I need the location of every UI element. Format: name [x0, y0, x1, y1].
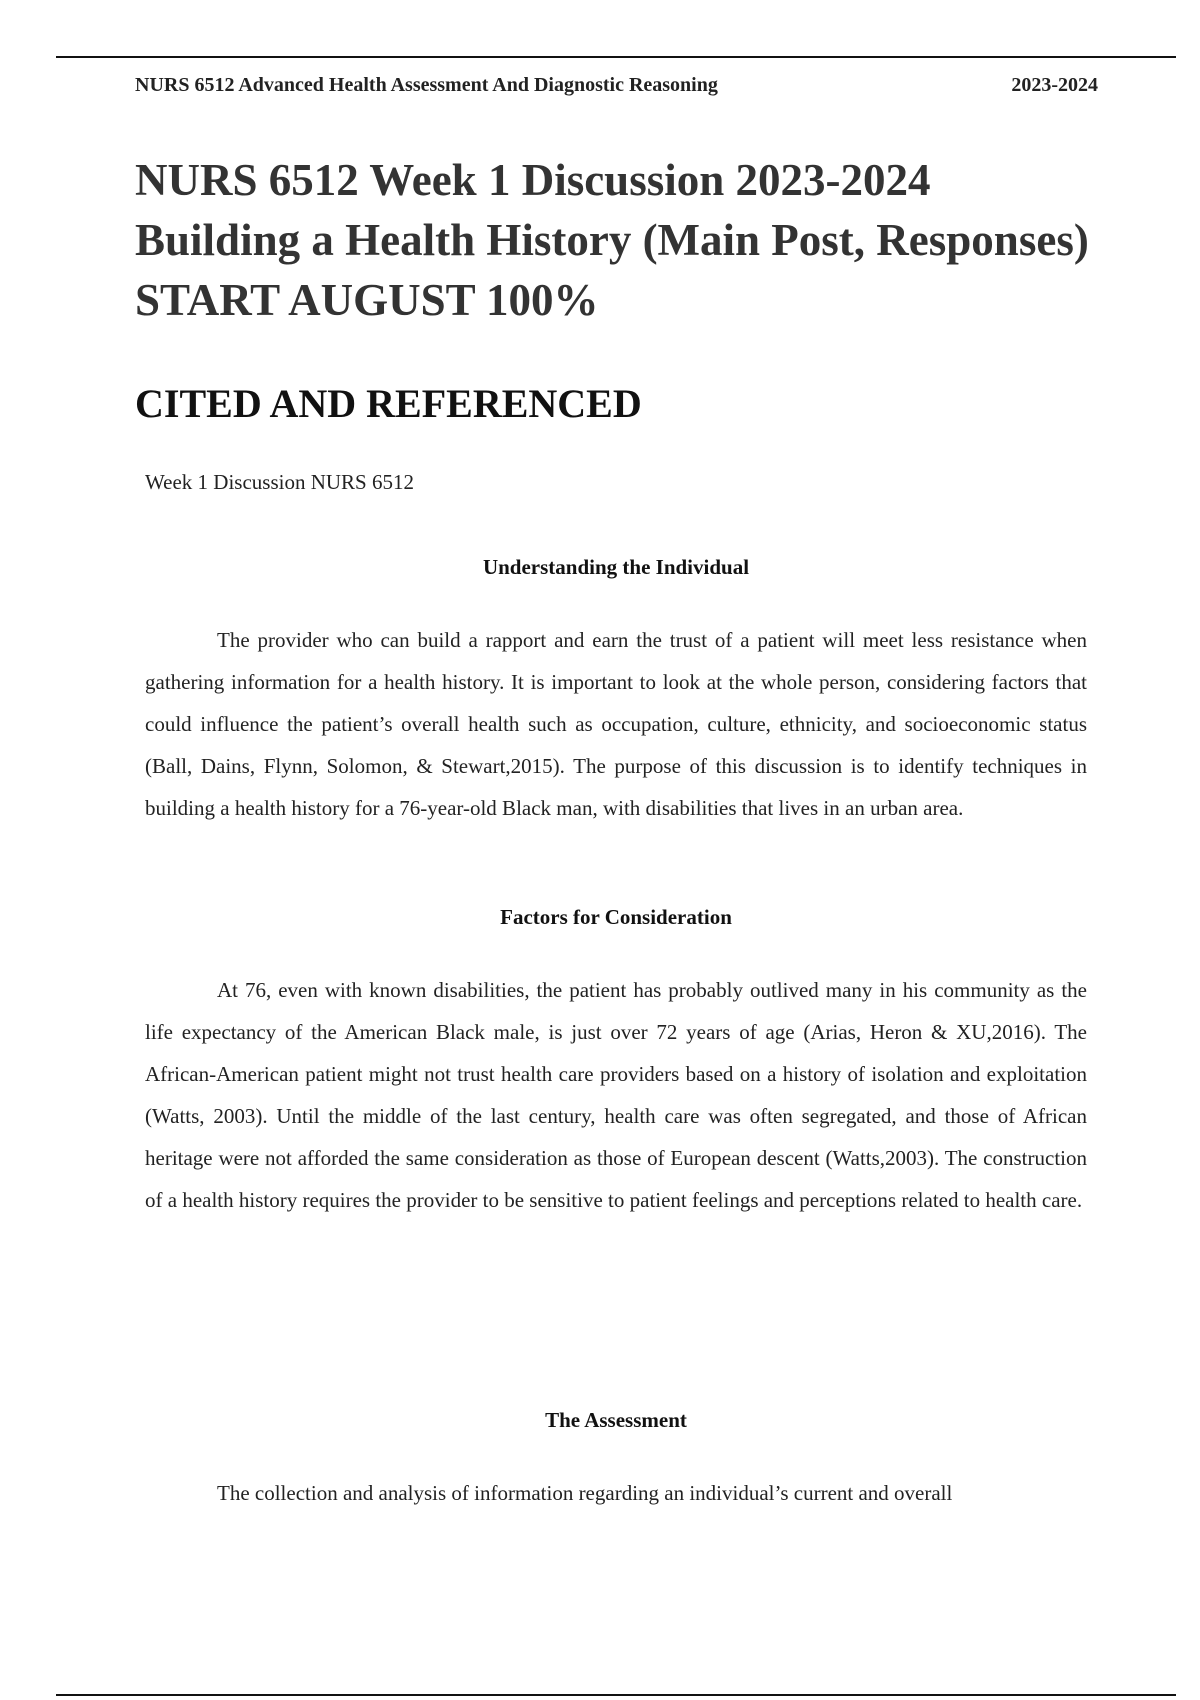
footer-rule — [56, 1694, 1176, 1696]
section-heading-assessment: The Assessment — [545, 1408, 687, 1432]
document-subtitle: CITED AND REFERENCED — [135, 381, 642, 426]
running-header-year: 2023-2024 — [1011, 74, 1098, 96]
section-heading-factors: Factors for Consideration — [500, 905, 732, 929]
running-header-course: NURS 6512 Advanced Health Assessment And Diagnostic Reasoning — [135, 74, 718, 96]
discussion-label: Week 1 Discussion NURS 6512 — [145, 470, 414, 494]
section-paragraph-assessment: The collection and analysis of information regarding an individual’s current and overall — [217, 1481, 953, 1505]
section-paragraph-factors: At 76, even with known disabilities, the patient has probably outlived many in his community as the life expectancy of the American Black male, is just over 72 years of age (Arias, Heron & XU,2016). The African-American patient might not trust health care providers based on a history of isolation and exploitation (Watts, 2003). Until the middle of the last century, health care was often segregated, and those of African heritage were not afforded the same consideration as those of European descent (Watts,2003). The construction of a health history requires the provider to be sensitive to patient feelings and perceptions related to health care. — [145, 978, 1087, 1212]
document-title — [135, 150, 1095, 330]
section-paragraph-understanding: The provider who can build a rapport and earn the trust of a patient will meet less resistance when gathering information for a health history. It is important to look at the whole person, considering factors that could influence the patient’s overall health such as occupation, culture, ethnicity, and socioeconomic status (Ball, Dains, Flynn, Solomon, & Stewart,2015). The purpose of this discussion is to identify techniques in building a health history for a 76-year-old Black man, with disabilities that lives in an urban area. — [145, 628, 1087, 820]
title-line: Building a Health History (Main Post, Responses) — [135, 215, 1089, 265]
header-rule — [56, 56, 1176, 58]
section-heading-understanding: Understanding the Individual — [482, 555, 750, 579]
title-line: NURS 6512 Week 1 Discussion 2023-2024 — [135, 155, 931, 205]
title-line: START AUGUST 100% — [135, 275, 599, 325]
